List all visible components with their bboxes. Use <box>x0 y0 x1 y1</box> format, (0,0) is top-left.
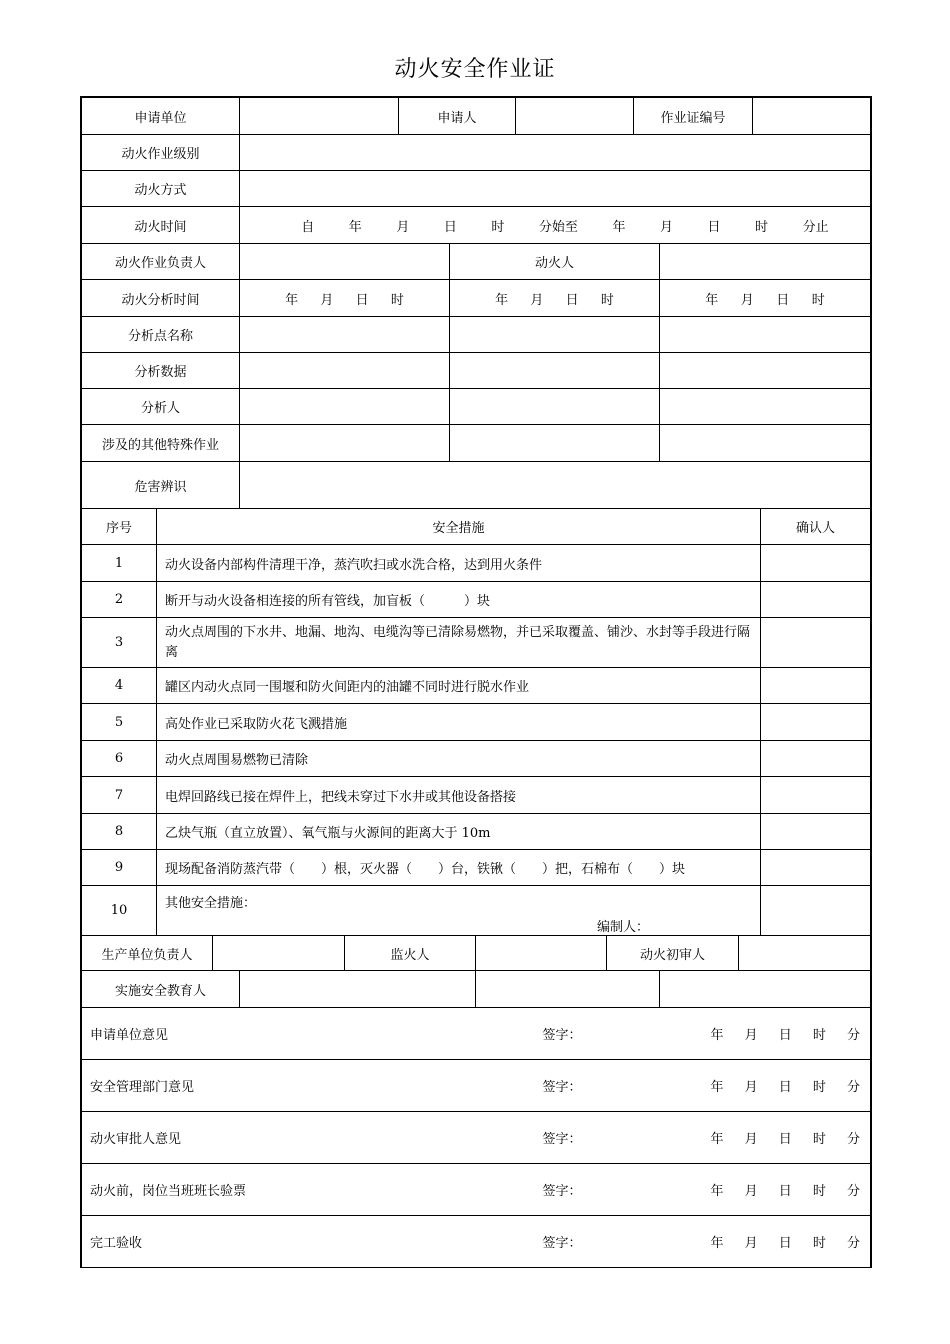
analyst-field[interactable] <box>240 389 450 425</box>
analysis-time-label: 动火分析时间 <box>82 280 240 317</box>
approval-date[interactable] <box>657 1112 871 1164</box>
date-part: 时 <box>812 1080 826 1095</box>
date-part: 时 <box>390 292 404 308</box>
approval-date[interactable] <box>657 1008 871 1060</box>
confirm-field[interactable] <box>761 777 871 814</box>
table-row <box>82 582 871 618</box>
date-part: 日 <box>776 292 790 308</box>
measure-no: 6 <box>82 741 157 777</box>
confirm-field[interactable] <box>761 668 871 704</box>
approval-row <box>82 1216 871 1268</box>
date-part: 日 <box>778 1184 792 1199</box>
people-table-1 <box>81 935 871 971</box>
approval-date[interactable] <box>657 1060 871 1112</box>
time-part: 时 <box>491 219 505 235</box>
date-part: 年 <box>705 292 719 308</box>
approval-label: 完工验收 <box>82 1216 537 1268</box>
date-part: 月 <box>744 1132 758 1147</box>
approval-label: 动火审批人意见 <box>82 1112 537 1164</box>
measure-no: 8 <box>82 814 157 850</box>
analysis-data-field[interactable] <box>240 353 450 389</box>
time-part: 年 <box>348 219 362 235</box>
date-part: 月 <box>320 292 334 308</box>
approval-date[interactable] <box>657 1216 871 1268</box>
date-part: 日 <box>565 292 579 308</box>
header-table <box>81 97 871 244</box>
measure-no: 5 <box>82 704 157 741</box>
date-part: 日 <box>778 1028 792 1043</box>
table-row <box>82 886 871 936</box>
method-field[interactable] <box>240 171 871 207</box>
other-measures-field[interactable] <box>157 886 761 936</box>
safety-edu-field[interactable] <box>660 971 871 1008</box>
measure-no: 2 <box>82 582 157 618</box>
date-part: 年 <box>285 292 299 308</box>
other-special-field[interactable] <box>240 425 450 462</box>
table-row <box>82 741 871 777</box>
date-part: 月 <box>744 1028 758 1043</box>
date-part: 分 <box>846 1080 860 1095</box>
fire-watch-label: 监火人 <box>345 936 476 971</box>
people-table-2 <box>81 970 871 1008</box>
date-part: 时 <box>812 1132 826 1147</box>
time-part: 分始至 <box>538 219 578 235</box>
col-confirm-header: 确认人 <box>761 509 871 545</box>
permit-no-field[interactable] <box>753 98 871 135</box>
hazard-label: 危害辨识 <box>82 462 240 509</box>
initial-review-field[interactable] <box>739 936 871 971</box>
operator-label: 动火人 <box>450 244 660 280</box>
approval-label: 申请单位意见 <box>82 1008 537 1060</box>
level-label: 动火作业级别 <box>82 135 240 171</box>
date-part: 分 <box>846 1028 860 1043</box>
date-part: 年 <box>710 1236 724 1251</box>
measure-text: 电焊回路线已接在焊件上，把线未穿过下水井或其他设备搭接 <box>157 777 761 814</box>
other-special-label: 涉及的其他特殊作业 <box>82 425 240 462</box>
date-part: 分 <box>846 1236 860 1251</box>
date-part: 日 <box>778 1132 792 1147</box>
approvals-table <box>81 1007 871 1268</box>
approval-row <box>82 1164 871 1216</box>
point-name-label: 分析点名称 <box>82 317 240 353</box>
analysis-time-2[interactable] <box>450 280 660 317</box>
date-part: 日 <box>355 292 369 308</box>
measure-text: 动火设备内部构件清理干净，蒸汽吹扫或水洗合格，达到用火条件 <box>157 545 761 582</box>
apply-unit-field[interactable] <box>240 98 399 135</box>
measure-no: 7 <box>82 777 157 814</box>
sign-label[interactable]: 签字： <box>537 1164 657 1216</box>
point-name-field[interactable] <box>660 317 871 353</box>
date-part: 年 <box>710 1132 724 1147</box>
date-part: 时 <box>812 1236 826 1251</box>
date-part: 分 <box>846 1184 860 1199</box>
date-part: 日 <box>778 1080 792 1095</box>
date-part: 日 <box>778 1236 792 1251</box>
analysis-table <box>81 243 871 509</box>
apply-unit-label: 申请单位 <box>82 98 240 135</box>
table-row <box>82 850 871 886</box>
other-measures-label: 其他安全措施： <box>165 896 257 911</box>
approval-row <box>82 1060 871 1112</box>
measures-table <box>81 508 871 936</box>
confirm-field[interactable] <box>761 741 871 777</box>
time-label: 动火时间 <box>82 207 240 244</box>
confirm-field[interactable] <box>761 582 871 618</box>
operator-field[interactable] <box>660 244 871 280</box>
approval-label: 安全管理部门意见 <box>82 1060 537 1112</box>
time-field[interactable] <box>240 207 871 244</box>
leader-label: 动火作业负责人 <box>82 244 240 280</box>
other-special-field[interactable] <box>660 425 871 462</box>
date-part: 年 <box>495 292 509 308</box>
confirm-field[interactable] <box>761 545 871 582</box>
confirm-field[interactable] <box>761 886 871 936</box>
analyst-label: 分析人 <box>82 389 240 425</box>
method-label: 动火方式 <box>82 171 240 207</box>
measure-no: 1 <box>82 545 157 582</box>
confirm-field[interactable] <box>761 704 871 741</box>
time-part: 分止 <box>802 219 829 235</box>
other-special-field[interactable] <box>450 425 660 462</box>
approval-row <box>82 1008 871 1060</box>
measure-text: 乙炔气瓶（直立放置）、氧气瓶与火源间的距离大于 10m <box>157 814 761 850</box>
date-part: 年 <box>710 1184 724 1199</box>
measure-no: 9 <box>82 850 157 886</box>
table-row <box>82 545 871 582</box>
applicant-label: 申请人 <box>399 98 516 135</box>
confirm-field[interactable] <box>761 814 871 850</box>
measure-text: 高处作业已采取防火花飞溅措施 <box>157 704 761 741</box>
prod-leader-label: 生产单位负责人 <box>82 936 213 971</box>
date-part: 月 <box>744 1236 758 1251</box>
point-name-field[interactable] <box>450 317 660 353</box>
date-part: 年 <box>710 1028 724 1043</box>
hazard-field[interactable] <box>240 462 871 509</box>
table-row <box>82 618 871 668</box>
prod-leader-field[interactable] <box>213 936 345 971</box>
date-part: 时 <box>812 1184 826 1199</box>
level-field[interactable] <box>240 135 871 171</box>
analysis-time-1[interactable] <box>240 280 450 317</box>
time-part: 日 <box>443 219 457 235</box>
measure-text: 现场配备消防蒸汽带（ ）根，灭火器（ ）台，铁锹（ ）把，石棉布（ ）块 <box>157 850 761 886</box>
date-part: 月 <box>744 1184 758 1199</box>
approval-date[interactable] <box>657 1164 871 1216</box>
measure-text: 动火点周围的下水井、地漏、地沟、电缆沟等已清除易燃物，并已采取覆盖、铺沙、水封等手段进行隔离 <box>157 618 761 668</box>
measure-no: 4 <box>82 668 157 704</box>
time-part: 自 <box>301 219 315 235</box>
page-title: 动火安全作业证 <box>394 57 556 82</box>
confirm-field[interactable] <box>761 850 871 886</box>
sign-label[interactable]: 签字： <box>537 1008 657 1060</box>
measure-no: 3 <box>82 618 157 668</box>
safety-edu-label: 实施安全教育人 <box>82 971 240 1008</box>
fire-watch-field[interactable] <box>476 936 607 971</box>
analysis-time-3[interactable] <box>660 280 871 317</box>
date-part: 月 <box>744 1080 758 1095</box>
table-row <box>82 704 871 741</box>
time-part: 年 <box>612 219 626 235</box>
analysis-data-field[interactable] <box>450 353 660 389</box>
date-part: 时 <box>812 1028 826 1043</box>
table-row <box>82 668 871 704</box>
measure-text: 动火点周围易燃物已清除 <box>157 741 761 777</box>
point-name-field[interactable] <box>240 317 450 353</box>
time-part: 日 <box>707 219 721 235</box>
sign-label[interactable]: 签字： <box>537 1216 657 1268</box>
sign-label[interactable]: 签字： <box>537 1060 657 1112</box>
measure-text: 断开与动火设备相连接的所有管线，加盲板（ ）块 <box>157 582 761 618</box>
applicant-field[interactable] <box>516 98 634 135</box>
leader-field[interactable] <box>240 244 450 280</box>
time-part: 月 <box>396 219 410 235</box>
safety-edu-field[interactable] <box>240 971 476 1008</box>
analyst-field[interactable] <box>450 389 660 425</box>
compiler-label: 编制人： <box>597 920 650 935</box>
date-part: 时 <box>600 292 614 308</box>
analysis-data-label: 分析数据 <box>82 353 240 389</box>
approval-label: 动火前，岗位当班班长验票 <box>82 1164 537 1216</box>
confirm-field[interactable] <box>761 618 871 668</box>
table-row <box>82 814 871 850</box>
date-part: 年 <box>710 1080 724 1095</box>
safety-edu-field[interactable] <box>476 971 660 1008</box>
measure-text: 罐区内动火点同一围堰和防火间距内的油罐不同时进行脱水作业 <box>157 668 761 704</box>
permit-no-label: 作业证编号 <box>634 98 753 135</box>
time-part: 月 <box>659 219 673 235</box>
table-row <box>82 777 871 814</box>
initial-review-label: 动火初审人 <box>607 936 739 971</box>
analysis-data-field[interactable] <box>660 353 871 389</box>
analyst-field[interactable] <box>660 389 871 425</box>
date-part: 分 <box>846 1132 860 1147</box>
date-part: 时 <box>811 292 825 308</box>
measure-no: 10 <box>82 886 157 936</box>
date-part: 月 <box>740 292 754 308</box>
time-part: 时 <box>755 219 769 235</box>
col-measure-header: 安全措施 <box>157 509 761 545</box>
approval-row <box>82 1112 871 1164</box>
col-no-header: 序号 <box>82 509 157 545</box>
date-part: 月 <box>530 292 544 308</box>
sign-label[interactable]: 签字： <box>537 1112 657 1164</box>
